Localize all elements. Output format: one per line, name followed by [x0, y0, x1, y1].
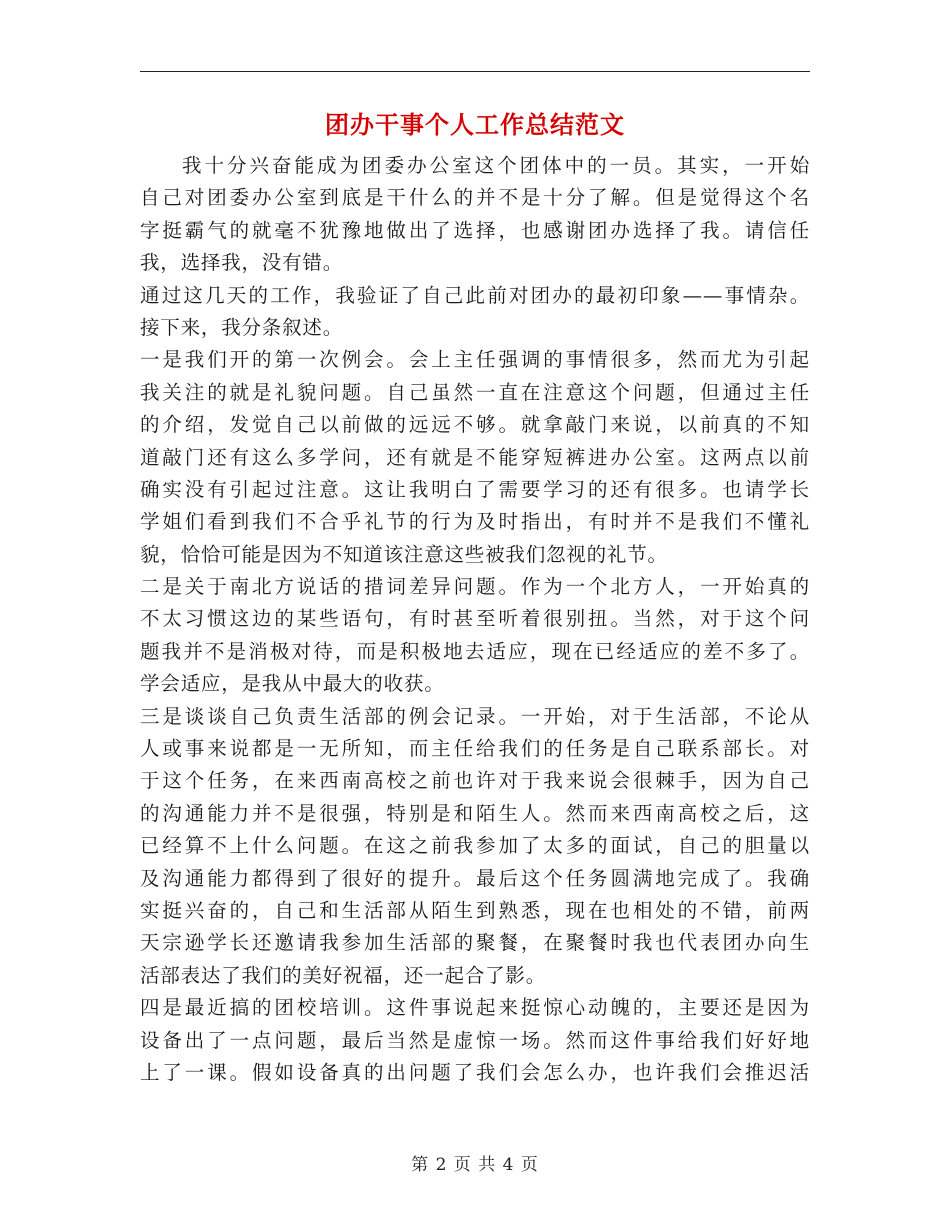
body-text-line: 确实没有引起过注意。这让我明白了需要学习的还有很多。也请学长: [140, 477, 810, 501]
body-text-line: 我十分兴奋能成为团委办公室这个团体中的一员。其实，一开始: [182, 154, 810, 177]
body-text-line: 四是最近搞的团校培训。这件事说起来挺惊心动魄的，主要还是因为: [140, 996, 810, 1020]
body-text-line: 人或事来说都是一无所知，而主任给我们的任务是自己联系部长。对: [140, 737, 810, 761]
document-body: [140, 150, 810, 1089]
page-number: 第 2 页 共 4 页: [411, 1155, 539, 1175]
body-text-line: 于这个任务，在来西南高校之前也许对于我来说会很棘手，因为自己: [140, 769, 810, 793]
body-text-line: 的介绍，发觉自己以前做的远远不够。就拿敲门来说，以前真的不知: [140, 413, 810, 437]
body-text-line: 活部表达了我们的美好祝福，还一起合了影。: [140, 963, 547, 987]
body-text-line: 的沟通能力并不是很强，特别是和陌生人。然而来西南高校之后，这: [140, 801, 810, 825]
body-text-line: 接下来，我分条叙述。: [140, 315, 344, 339]
body-text-line: 及沟通能力都得到了很好的提升。最后这个任务圆满地完成了。我确: [140, 866, 810, 890]
body-text-line: 道敲门还有这么多学问，还有就是不能穿短裤进办公室。这两点以前: [140, 445, 810, 469]
header-rule: [140, 71, 810, 72]
body-text-line: 学会适应，是我从中最大的收获。: [140, 672, 445, 696]
body-text-line: 通过这几天的工作，我验证了自己此前对团办的最初印象——事情杂。: [140, 283, 810, 307]
document-title: 团办干事个人工作总结范文: [325, 110, 625, 139]
body-text-line: 自己对团委办公室到底是干什么的并不是十分了解。但是觉得这个名: [140, 186, 810, 210]
body-text-line: 实挺兴奋的，自己和生活部从陌生到熟悉，现在也相处的不错，前两: [140, 898, 810, 922]
body-text-line: 我关注的就是礼貌问题。自己虽然一直在注意这个问题，但通过主任: [140, 380, 810, 404]
body-text-line: 我，选择我，没有错。: [140, 251, 344, 275]
body-text-line: 三是谈谈自己负责生活部的例会记录。一开始，对于生活部，不论从: [140, 704, 810, 728]
body-text-line: 字挺霸气的就毫不犹豫地做出了选择，也感谢团办选择了我。请信任: [140, 218, 810, 242]
body-text-line: 天宗逊学长还邀请我参加生活部的聚餐，在聚餐时我也代表团办向生: [140, 931, 810, 955]
body-text-line: 已经算不上什么问题。在这之前我参加了太多的面试，自己的胆量以: [140, 834, 810, 858]
body-text-line: 题我并不是消极对待，而是积极地去适应，现在已经适应的差不多了。: [140, 639, 810, 663]
body-text-line: 设备出了一点问题，最后当然是虚惊一场。然而这件事给我们好好地: [140, 1028, 810, 1052]
body-text-line: 一是我们开的第一次例会。会上主任强调的事情很多，然而尤为引起: [140, 348, 810, 372]
body-text-line: 貌，恰恰可能是因为不知道该注意这些被我们忽视的礼节。: [140, 542, 668, 566]
body-text-line: 不太习惯这边的某些语句，有时甚至听着很别扭。当然，对于这个问: [140, 607, 810, 631]
body-text-line: 学姐们看到我们不合乎礼节的行为及时指出，有时并不是我们不懂礼: [140, 510, 810, 534]
body-text-line: 上了一课。假如设备真的出问题了我们会怎么办，也许我们会推迟活: [140, 1060, 810, 1084]
body-text-line: 二是关于南北方说话的措词差异问题。作为一个北方人，一开始真的: [140, 575, 810, 599]
